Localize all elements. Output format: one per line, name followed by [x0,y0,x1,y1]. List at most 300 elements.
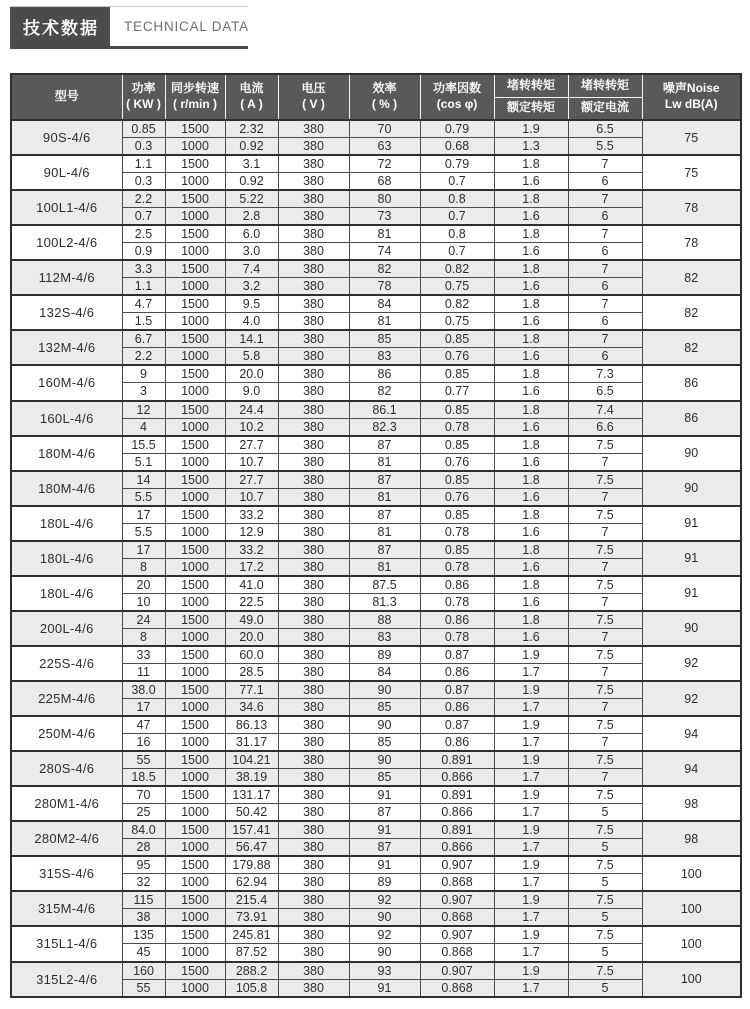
value-cell: 380 [278,558,349,576]
value-cell: 179.88 [225,856,278,874]
value-cell: 0.87 [420,646,494,664]
model-cell: 160L-4/6 [11,401,122,436]
value-cell: 62.94 [225,874,278,892]
model-row-primary [11,681,741,699]
value-cell: 86.13 [225,716,278,734]
value-cell: 5 [568,979,642,997]
value-cell: 105.8 [225,979,278,997]
col-header-locked-current-bottom: 额定电流 [568,97,642,120]
value-cell: 1.8 [494,401,568,419]
value-cell: 38.0 [122,681,165,699]
value-cell: 0.86 [420,663,494,681]
value-cell: 87 [349,839,420,857]
value-cell: 7 [568,155,642,173]
value-cell: 4.0 [225,313,278,331]
value-cell: 0.86 [420,699,494,717]
value-cell: 1500 [165,821,225,839]
value-cell: 0.75 [420,278,494,296]
noise-cell: 82 [642,330,741,365]
page-title-zh: 技术数据 [10,7,110,46]
value-cell: 81 [349,313,420,331]
value-cell: 5.5 [568,138,642,156]
value-cell: 1.8 [494,541,568,559]
value-cell: 1500 [165,436,225,454]
value-cell: 1000 [165,558,225,576]
value-cell: 5.5 [122,488,165,506]
value-cell: 1000 [165,593,225,611]
technical-data-table [10,73,742,998]
value-cell: 81 [349,225,420,243]
value-cell: 60.0 [225,646,278,664]
value-cell: 6 [568,348,642,366]
value-cell: 380 [278,365,349,383]
value-cell: 380 [278,173,349,191]
noise-cell: 82 [642,295,741,330]
value-cell: 5.5 [122,523,165,541]
value-cell: 1000 [165,979,225,997]
value-cell: 1000 [165,488,225,506]
value-cell: 1500 [165,120,225,138]
model-row-primary [11,471,741,489]
value-cell: 17 [122,699,165,717]
col-header-locked-current-top: 堵转转矩 [568,74,642,97]
value-cell: 1000 [165,628,225,646]
value-cell: 0.87 [420,716,494,734]
value-cell: 1500 [165,155,225,173]
value-cell: 1000 [165,383,225,401]
model-cell: 315S-4/6 [11,856,122,891]
value-cell: 10.2 [225,418,278,436]
value-cell: 7 [568,225,642,243]
value-cell: 6.0 [225,225,278,243]
value-cell: 27.7 [225,471,278,489]
value-cell: 80 [349,190,420,208]
value-cell: 1.8 [494,295,568,313]
col-header-sync-speed: 同步转速 ( r/min ) [165,74,225,120]
value-cell: 9.5 [225,295,278,313]
value-cell: 380 [278,208,349,226]
value-cell: 28.5 [225,663,278,681]
model-row-primary [11,751,741,769]
value-cell: 1000 [165,208,225,226]
value-cell: 0.68 [420,138,494,156]
value-cell: 4 [122,418,165,436]
value-cell: 1.9 [494,646,568,664]
noise-cell: 94 [642,716,741,751]
value-cell: 38 [122,909,165,927]
value-cell: 55 [122,751,165,769]
value-cell: 5.1 [122,453,165,471]
col-header-current: 电流 ( A ) [225,74,278,120]
noise-cell: 75 [642,155,741,190]
model-row-primary [11,821,741,839]
value-cell: 0.85 [420,436,494,454]
value-cell: 1500 [165,471,225,489]
value-cell: 0.907 [420,856,494,874]
value-cell: 1000 [165,944,225,962]
value-cell: 1.7 [494,839,568,857]
value-cell: 83 [349,628,420,646]
value-cell: 1000 [165,348,225,366]
model-row-primary [11,541,741,559]
value-cell: 1000 [165,278,225,296]
value-cell: 82 [349,260,420,278]
value-cell: 380 [278,488,349,506]
value-cell: 1.8 [494,225,568,243]
value-cell: 7 [568,260,642,278]
value-cell: 380 [278,804,349,822]
value-cell: 2.8 [225,208,278,226]
value-cell: 1500 [165,576,225,594]
value-cell: 380 [278,751,349,769]
value-cell: 380 [278,401,349,419]
value-cell: 22.5 [225,593,278,611]
value-cell: 0.78 [420,418,494,436]
model-row-primary [11,611,741,629]
value-cell: 84 [349,663,420,681]
value-cell: 380 [278,436,349,454]
noise-cell: 100 [642,891,741,926]
value-cell: 0.866 [420,839,494,857]
model-cell: 160M-4/6 [11,365,122,400]
value-cell: 1000 [165,138,225,156]
value-cell: 81 [349,558,420,576]
col-header-efficiency: 效率 ( % ) [349,74,420,120]
value-cell: 92 [349,926,420,944]
value-cell: 380 [278,190,349,208]
value-cell: 45 [122,944,165,962]
value-cell: 7 [568,558,642,576]
value-cell: 78 [349,278,420,296]
value-cell: 0.866 [420,804,494,822]
value-cell: 0.9 [122,243,165,261]
value-cell: 1.7 [494,979,568,997]
value-cell: 1.6 [494,348,568,366]
value-cell: 14 [122,471,165,489]
value-cell: 0.78 [420,523,494,541]
value-cell: 380 [278,418,349,436]
model-row-primary [11,786,741,804]
value-cell: 380 [278,278,349,296]
table-header [11,74,741,120]
value-cell: 3.3 [122,260,165,278]
model-row-primary [11,225,741,243]
model-row-primary [11,856,741,874]
col-header-model: 型号 [11,74,122,120]
value-cell: 1000 [165,839,225,857]
value-cell: 89 [349,646,420,664]
value-cell: 77.1 [225,681,278,699]
value-cell: 380 [278,330,349,348]
value-cell: 7.5 [568,681,642,699]
value-cell: 0.79 [420,155,494,173]
value-cell: 87 [349,471,420,489]
value-cell: 1.8 [494,576,568,594]
value-cell: 380 [278,155,349,173]
value-cell: 0.891 [420,821,494,839]
value-cell: 1500 [165,856,225,874]
col-header-power-factor: 功率因数 (cos φ) [420,74,494,120]
value-cell: 20.0 [225,628,278,646]
value-cell: 2.5 [122,225,165,243]
value-cell: 7.4 [568,401,642,419]
value-cell: 0.7 [420,173,494,191]
value-cell: 380 [278,979,349,997]
noise-cell: 82 [642,260,741,295]
value-cell: 104.21 [225,751,278,769]
value-cell: 1.8 [494,190,568,208]
value-cell: 6.6 [568,418,642,436]
value-cell: 2.2 [122,348,165,366]
value-cell: 380 [278,383,349,401]
value-cell: 380 [278,260,349,278]
value-cell: 380 [278,716,349,734]
value-cell: 380 [278,243,349,261]
value-cell: 1.7 [494,804,568,822]
value-cell: 0.92 [225,173,278,191]
model-cell: 225S-4/6 [11,646,122,681]
value-cell: 1000 [165,418,225,436]
value-cell: 7 [568,523,642,541]
value-cell: 0.891 [420,786,494,804]
value-cell: 1.9 [494,926,568,944]
value-cell: 15.5 [122,436,165,454]
value-cell: 1.9 [494,821,568,839]
value-cell: 70 [122,786,165,804]
value-cell: 6.5 [568,383,642,401]
model-cell: 180M-4/6 [11,471,122,506]
model-cell: 180L-4/6 [11,541,122,576]
value-cell: 16 [122,734,165,752]
value-cell: 0.82 [420,260,494,278]
value-cell: 7 [568,488,642,506]
value-cell: 85 [349,734,420,752]
value-cell: 1500 [165,786,225,804]
value-cell: 33.2 [225,506,278,524]
value-cell: 1.7 [494,909,568,927]
value-cell: 1.9 [494,786,568,804]
model-row-primary [11,646,741,664]
value-cell: 0.92 [225,138,278,156]
noise-cell: 91 [642,506,741,541]
value-cell: 1.8 [494,611,568,629]
model-cell: 315L1-4/6 [11,926,122,961]
value-cell: 0.85 [420,471,494,489]
value-cell: 7.5 [568,786,642,804]
value-cell: 215.4 [225,891,278,909]
value-cell: 380 [278,891,349,909]
value-cell: 68 [349,173,420,191]
value-cell: 2.2 [122,190,165,208]
value-cell: 0.78 [420,628,494,646]
value-cell: 380 [278,681,349,699]
value-cell: 47 [122,716,165,734]
header-row-1 [11,74,741,97]
value-cell: 0.78 [420,558,494,576]
value-cell: 24 [122,611,165,629]
value-cell: 33 [122,646,165,664]
value-cell: 87.5 [349,576,420,594]
model-cell: 180L-4/6 [11,576,122,611]
value-cell: 82.3 [349,418,420,436]
value-cell: 7.5 [568,471,642,489]
value-cell: 7 [568,699,642,717]
value-cell: 7 [568,295,642,313]
model-row-primary [11,190,741,208]
value-cell: 380 [278,541,349,559]
value-cell: 135 [122,926,165,944]
value-cell: 6 [568,208,642,226]
value-cell: 1.1 [122,155,165,173]
value-cell: 7 [568,628,642,646]
value-cell: 157.41 [225,821,278,839]
model-cell: 112M-4/6 [11,260,122,295]
value-cell: 1000 [165,453,225,471]
noise-cell: 90 [642,471,741,506]
value-cell: 1.9 [494,716,568,734]
col-header-power: 功率 ( KW ) [122,74,165,120]
value-cell: 1.8 [494,155,568,173]
value-cell: 1.5 [122,313,165,331]
value-cell: 88 [349,611,420,629]
value-cell: 90 [349,751,420,769]
value-cell: 90 [349,681,420,699]
value-cell: 0.86 [420,576,494,594]
value-cell: 380 [278,734,349,752]
value-cell: 17.2 [225,558,278,576]
value-cell: 8 [122,558,165,576]
value-cell: 380 [278,663,349,681]
value-cell: 7.5 [568,506,642,524]
value-cell: 1.8 [494,365,568,383]
value-cell: 8 [122,628,165,646]
value-cell: 1.6 [494,593,568,611]
value-cell: 0.85 [122,120,165,138]
value-cell: 7.3 [568,365,642,383]
value-cell: 380 [278,628,349,646]
value-cell: 1.6 [494,488,568,506]
noise-cell: 78 [642,225,741,260]
value-cell: 81 [349,523,420,541]
value-cell: 1000 [165,909,225,927]
value-cell: 90 [349,909,420,927]
value-cell: 3.2 [225,278,278,296]
value-cell: 92 [349,891,420,909]
value-cell: 7 [568,453,642,471]
value-cell: 5 [568,909,642,927]
value-cell: 7.5 [568,856,642,874]
value-cell: 1.8 [494,260,568,278]
value-cell: 0.85 [420,365,494,383]
value-cell: 9.0 [225,383,278,401]
value-cell: 6 [568,243,642,261]
value-cell: 0.85 [420,401,494,419]
value-cell: 0.7 [122,208,165,226]
value-cell: 1.9 [494,751,568,769]
value-cell: 0.85 [420,506,494,524]
noise-cell: 98 [642,786,741,821]
value-cell: 32 [122,874,165,892]
value-cell: 380 [278,453,349,471]
value-cell: 83 [349,348,420,366]
value-cell: 86.1 [349,401,420,419]
value-cell: 1000 [165,173,225,191]
value-cell: 380 [278,856,349,874]
noise-cell: 94 [642,751,741,786]
value-cell: 380 [278,576,349,594]
value-cell: 1.6 [494,558,568,576]
table-body [11,120,741,997]
value-cell: 380 [278,926,349,944]
value-cell: 91 [349,786,420,804]
value-cell: 1.7 [494,734,568,752]
value-cell: 7 [568,769,642,787]
value-cell: 41.0 [225,576,278,594]
value-cell: 9 [122,365,165,383]
value-cell: 89 [349,874,420,892]
value-cell: 3.0 [225,243,278,261]
value-cell: 1.6 [494,383,568,401]
model-cell: 280M2-4/6 [11,821,122,856]
value-cell: 0.907 [420,891,494,909]
noise-cell: 91 [642,576,741,611]
noise-cell: 90 [642,436,741,471]
model-row-primary [11,365,741,383]
value-cell: 1.8 [494,436,568,454]
value-cell: 81.3 [349,593,420,611]
value-cell: 1500 [165,611,225,629]
value-cell: 1.9 [494,962,568,980]
value-cell: 24.4 [225,401,278,419]
value-cell: 3 [122,383,165,401]
value-cell: 380 [278,523,349,541]
col-header-locked-torque-top: 堵转转矩 [494,74,568,97]
value-cell: 1500 [165,190,225,208]
col-header-voltage: 电压 ( V ) [278,74,349,120]
value-cell: 380 [278,593,349,611]
noise-cell: 86 [642,365,741,400]
noise-cell: 100 [642,856,741,891]
value-cell: 87 [349,804,420,822]
value-cell: 6 [568,278,642,296]
value-cell: 1500 [165,401,225,419]
value-cell: 7.5 [568,646,642,664]
value-cell: 1500 [165,330,225,348]
value-cell: 131.17 [225,786,278,804]
value-cell: 0.77 [420,383,494,401]
model-cell: 280S-4/6 [11,751,122,786]
value-cell: 74 [349,243,420,261]
value-cell: 1.6 [494,453,568,471]
model-cell: 180L-4/6 [11,506,122,541]
value-cell: 0.8 [420,190,494,208]
value-cell: 1500 [165,751,225,769]
value-cell: 0.868 [420,944,494,962]
value-cell: 1.9 [494,856,568,874]
value-cell: 73 [349,208,420,226]
page-title-en: TECHNICAL DATA [124,19,249,34]
model-cell: 180M-4/6 [11,436,122,471]
value-cell: 7.5 [568,611,642,629]
value-cell: 1000 [165,804,225,822]
value-cell: 1.6 [494,243,568,261]
value-cell: 6 [568,313,642,331]
value-cell: 0.76 [420,488,494,506]
value-cell: 4.7 [122,295,165,313]
value-cell: 1000 [165,243,225,261]
value-cell: 1500 [165,295,225,313]
value-cell: 1500 [165,541,225,559]
